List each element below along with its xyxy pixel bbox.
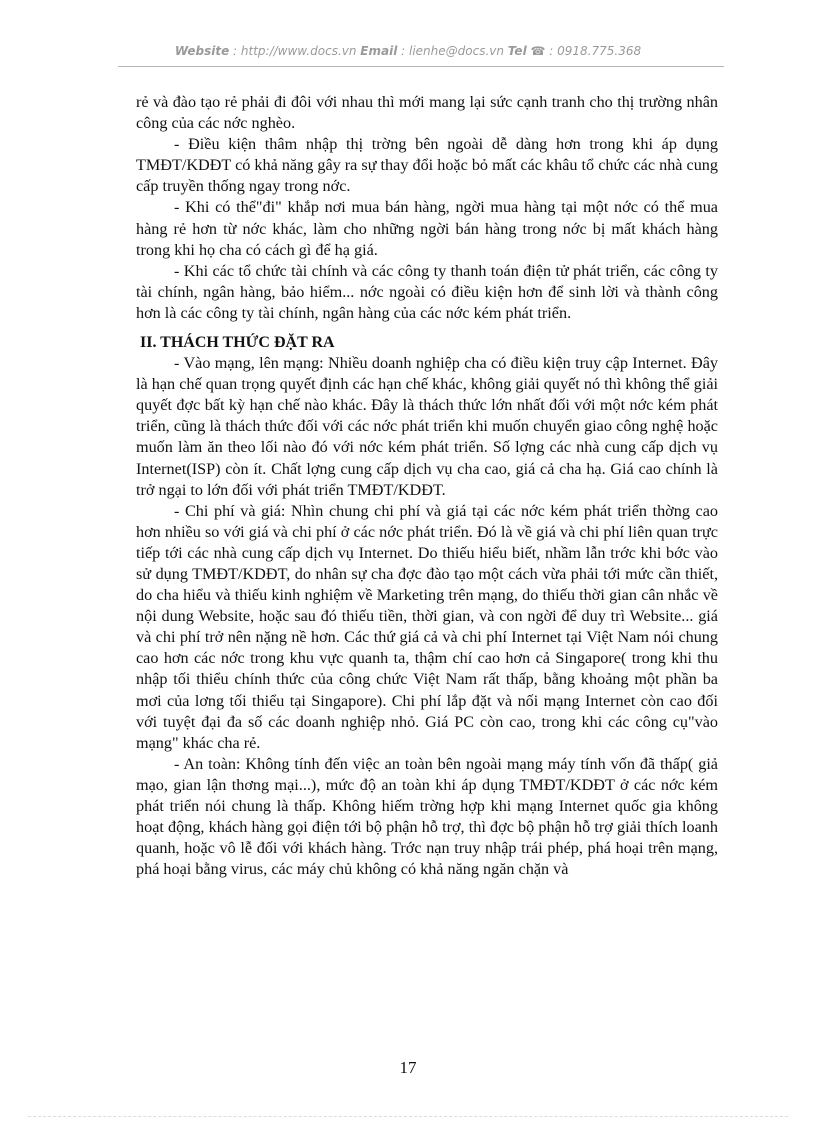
website-value: : http://www.docs.vn: [229, 44, 361, 58]
email-value: : lienhe@docs.vn: [397, 44, 508, 58]
page-content: [136, 92, 718, 880]
paragraph-2: - Điều kiện thâm nhập thị trờng bên ngoài dễ dàng hơn trong khi áp dụng TMĐT/KDĐT có khả năng gây ra sự thay đổi hoặc bỏ mất các khâu tổ chức các nhà cung cấp truyền thống ngay trong nớc.: [136, 135, 718, 196]
page-header: [0, 44, 816, 58]
website-label: Website: [174, 44, 230, 58]
page-number: 17: [399, 1058, 417, 1077]
section-heading: II. THÁCH THỨC ĐẶT RA: [140, 334, 335, 352]
email-label: Email: [360, 44, 398, 58]
paragraph-7: - An toàn: Không tính đến việc an toàn bên ngoài mạng máy tính vốn đã thấp( giả mạo, gian lận thơng mại...), mức độ an toàn khi áp dụng TMĐT/KDĐT ở các nớc kém phát triển nói chung là thấp. Không hiếm trờng hợp khi mạng Internet quốc gia không hoạt động, khách hàng gọi điện tới bộ phận hỗ trợ, thì đợc bộ phận hỗ trợ giải thích loanh quanh, hoặc vô lễ đối với khách hàng. Trớc nạn truy nhập trái phép, phá hoại trên mạng, phá hoại bằng virus, các máy chủ không có khả năng ngăn chặn và: [136, 754, 718, 879]
paragraph-6: - Chi phí và giá: Nhìn chung chi phí và giá tại các nớc kém phát triển thờng cao hơn nhiều so với giá và chi phí ở các nớc phát triển. Đó là về giá và chi phí liên quan trực tiếp tới các nhà cung cấp dịch vụ Internet. Do thiếu hiểu biết, nhầm lẫn trớc khi bớc vào sử dụng TMĐT/KDĐT, do nhân sự cha đợc đào tạo một cách vừa phải tới mức cần thiết, do cha hiểu và thiếu kinh nghiệm về Marketing trên mạng, do thiếu thời gian cân nhắc về nội dung Website, hoặc sau đó thiếu tiền, thời gian, và con ngời để duy trì Website... giá và chi phí trở nên nặng nề hơn. Các thứ giá cả và chi phí Internet tại Việt Nam nói chung cao hơn các nớc trong khu vực quanh ta, thậm chí cao hơn cả Singapore( trong khi thu nhập tối thiểu chính thức của công chức Việt Nam rất thấp, bằng khoảng một phần ba mơi của lơng tối thiểu tại Singapore). Chi phí lắp đặt và nối mạng Internet còn cao đối với tuyệt đại đa số các doanh nghiệp nhỏ. Giá PC còn cao, trong khi các công cụ"vào mạng" khác cha rẻ.: [136, 501, 718, 752]
paragraph-5: - Vào mạng, lên mạng: Nhiều doanh nghiệp cha có điều kiện truy cập Internet. Đây là hạn chế quan trọng quyết định các hạn chế khác, không giải quyết nó thì không thể giải quyết đợc bất kỳ hạn chế nào khác. Đây là thách thức lớn nhất đối với một nớc kém phát triển, cũng là thách thức đối với các nớc phát triển khi muốn chuyển giao công nghệ hoặc muốn làm ăn theo lối nào đó với nớc kém phát triển. Số lợng các nhà cung cấp dịch vụ Internet(ISP) còn ít. Chất lợng cung cấp dịch vụ cha cao, giá cả cha hạ. Giá cao chính là trở ngại to lớn đối với phát triển TMĐT/KDĐT.: [136, 354, 718, 499]
paragraph-4: - Khi các tổ chức tài chính và các công ty thanh toán điện tử phát triển, các công ty tài chính, ngân hàng, bảo hiểm... nớc ngoài có điều kiện hơn để sinh lời và thành công hơn là các công ty tài chính, ngân hàng của các nớc kém phát triển.: [136, 261, 718, 322]
paragraph-3: - Khi có thể"đi" khắp nơi mua bán hàng, ngời mua hàng tại một nớc có thể mua hàng rẻ hơn từ nớc khác, làm cho những ngời bán hàng trong nớc bị mất khách hàng trong khi họ cha có cách gì để hạ giá.: [136, 198, 718, 259]
paragraph-1: rẻ và đào tạo rẻ phải đi đôi với nhau thì mới mang lại sức cạnh tranh cho thị trường nhân công của các nớc nghèo.: [136, 93, 718, 133]
tel-value: ☎ : 0918.775.368: [526, 44, 642, 58]
footer-rule: [28, 1116, 788, 1117]
tel-label: Tel: [507, 44, 527, 58]
header-rule: [118, 66, 724, 67]
